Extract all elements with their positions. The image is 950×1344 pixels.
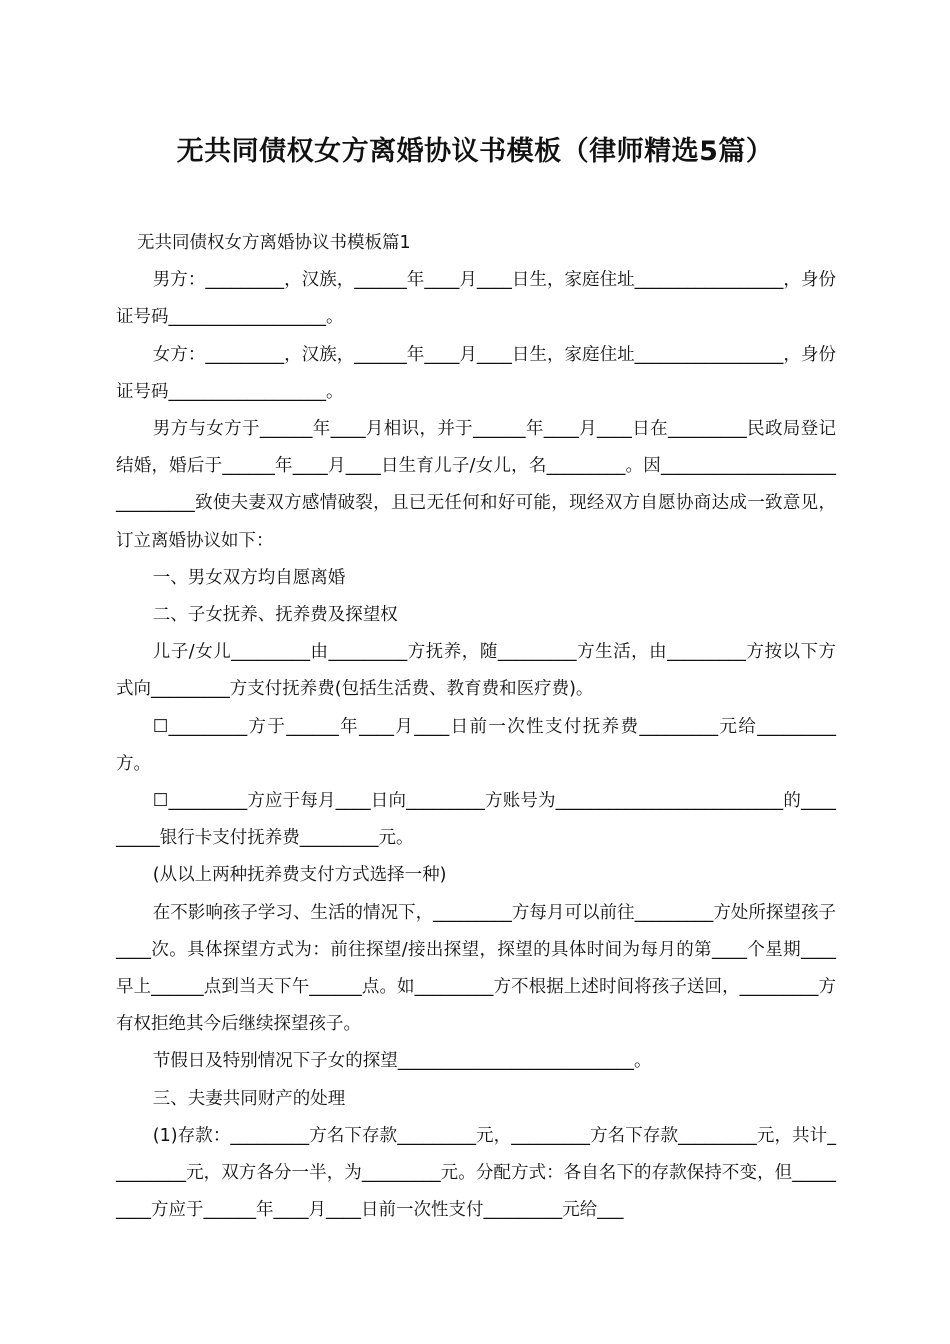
clause-heading-property: 三、夫妻共同财产的处理 bbox=[152, 1088, 346, 1109]
document-title: 无共同债权女方离婚协议书模板（律师精选5篇） bbox=[176, 136, 774, 167]
paragraph-holiday-visitation: 节假日及特别情况下子女的探望___________________________。 bbox=[152, 1051, 652, 1072]
paragraph-visitation: 在不影响孩子学习、生活的情况下，_________方每月可以前往_________方处所探望孩子____次。具体探望方式为：前往探望/接出探望，探望的具体时间为每月的第____个星期____早上______点到当天下午______点。如_________方不根据上述时间将孩子送回，_________方有权拒绝其今后继续探望孩子。 bbox=[116, 902, 836, 1035]
paragraph-monthly-option: ☐_________方应于每月____日向_________方账号为__________________________的_________银行卡支付抚养费_________元。 bbox=[116, 791, 836, 849]
paragraph-male-party: 男方：_________，汉族，______年____月____日生，家庭住址_________________，身份证号码__________________。 bbox=[116, 270, 836, 328]
section-subtitle: 无共同债权女方离婚协议书模板篇1 bbox=[137, 233, 411, 253]
paragraph-lump-sum-option: ☐_________方于______年____月____日前一次性支付抚养费_________元给_________方。 bbox=[116, 716, 836, 774]
document-body bbox=[116, 225, 836, 1229]
clause-heading-divorce: 一、男女双方均自愿离婚 bbox=[152, 567, 346, 588]
paragraph-deposits: (1)存款：_________方名下存款_________元，_________方名下存款_________元，共计_________元，双方各分一半，为_________元。分配方式：各自名下的存款保持不变，但_________方应于______年____月____日前一次性支付_________元给___ bbox=[116, 1125, 836, 1221]
paragraph-marriage-background: 男方与女方于______年____月相识，并于______年____月____日在_________民政局登记结婚，婚后于______年____月____日生育儿子/女儿，名_________。因_____________________________致使夫妻双方感情破裂，且已无任何和好可能，现经双方自愿协商达成一致意见，订立离婚协议如下： bbox=[116, 419, 836, 551]
paragraph-female-party: 女方：_________，汉族，______年____月____日生，家庭住址_________________，身份证号码__________________。 bbox=[116, 344, 836, 402]
paragraph-custody: 儿子/女儿_________由_________方抚养，随_________方生活，由_________方按以下方式向_________方支付抚养费(包括生活费、教育费和医疗费)。 bbox=[116, 642, 836, 700]
clause-heading-child-custody: 二、子女抚养、抚养费及探望权 bbox=[152, 605, 398, 626]
paragraph-payment-note: (从以上两种抚养费支付方式选择一种) bbox=[152, 865, 447, 886]
